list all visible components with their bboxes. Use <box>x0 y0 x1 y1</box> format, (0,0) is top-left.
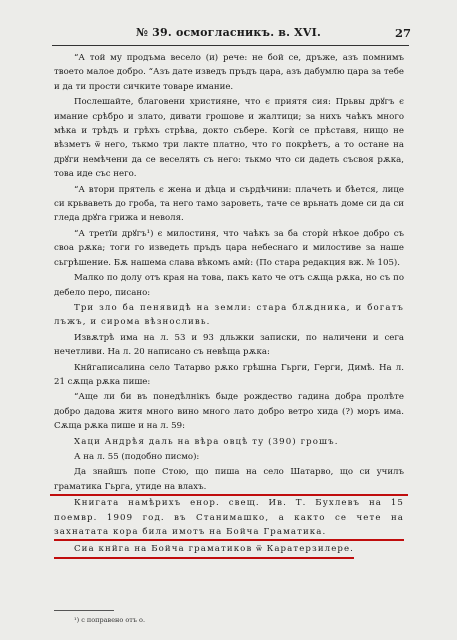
paragraph: Послешайте, благовени християне, что є приятя сия: Прьвы дрꙋгъ є имание срѣбро и злато, дивати грошове и жалтици; за нихъ чаѣкъ много мѣка и трѣдъ и грѣхъ стрѣва, докто събере. Когѝ се прѣставя, нищо не вѣзметъ ѿ него, тькмо три лакте платно, что го покрѣетъ, а то остане на дрꙋги немѣчени да се веселять съ него: тькмо что си дадеть съсвоя рѫка, това иде със него. <box>54 97 404 180</box>
page-header <box>0 26 457 42</box>
highlighted-inscription: Сиа кнйга на Бойча граматиков ѿ Каратерзилере. <box>54 542 354 558</box>
paragraph: Малко по долу отъ края на това, пакъ като че отъ сѫща рѫка, но съ по дебело перо, писано: <box>54 273 404 298</box>
paragraph: “Аще ли би въ понедѣлнікъ быде рождество гадина добра пролѣте добро дадова житя много вино много лато добро ветро хида (?) моръ има. Сѫща рѫка пише и на л. 59: <box>54 392 404 432</box>
quoted-inscription: Три зло ба пенявидѣ на земли: стара блѫдника, и богатъ лъжъ, и сирома вѣзносливь. <box>54 302 404 328</box>
header-rule <box>52 45 409 46</box>
paragraph: Извѫтрѣ има на л. 53 и 93 дльжки записки, по наличени и сега нечетливи. На л. 20 написано съ невѣща рѫка: <box>54 332 404 358</box>
page-number: 27 <box>394 26 411 40</box>
footnote-rule <box>54 610 114 611</box>
paragraph: “А той му продъма весело (и) рече: не бой се, дръже, азъ помнимъ твоето малое добро. “Азъ дате изведъ пръдъ цара, азъ дабумлю цара за тебе и да ти прости сичките товаре имание. <box>54 53 404 92</box>
page-body <box>54 51 404 559</box>
paragraph: А на л. 55 (подобно писмо): <box>74 451 200 462</box>
running-title: № 39. осмогласникъ. в. XVI. <box>136 26 321 39</box>
paragraph: “А втори прятель є жена и дѣца и сърдѣчини: плачеть и бѣется, лице си крьваветь до гроба, та него тамо зароветь, таче се врьнать доме си да си гледа дрꙋга грижа и неволя. <box>54 184 404 224</box>
paragraph: “А третїи дрꙋгъ¹) є милостиня, что чаѣкъ за ба сторѝ нѣкое добро съ своа рѫка; тоги го изведеть пръдъ цара небеснаго и милостиве за наше сьгрѣшение. Бѫ нашема слава вѣкомъ амѝ: (По стара редакция вж. № 105). <box>54 228 404 268</box>
footnote: ¹) с поправено отъ о. <box>74 616 146 624</box>
paragraph: Да знайшъ попе Стою, що пиша на село Шатарво, що си училъ граматика Гьрга, утиде на влахъ. <box>54 467 404 492</box>
quoted-inscription: Хаци Андрѣя даль на вѣра овцѣ ту (390) грошъ. <box>74 436 339 447</box>
highlighted-note: Книгата намѣрихъ енор. свещ. Ив. Т. Бухлевъ на 15 поемвр. 1909 год. въ Станимашко, а както се чете на захнатата кора била имотъ на Бойча Граматика. <box>54 496 404 541</box>
paragraph: Кнйгаписалина село Татарво рѫко грѣшна Гьрги, Герги, Димѣ. На л. 21 сѫща рѫка пише: <box>54 362 404 387</box>
